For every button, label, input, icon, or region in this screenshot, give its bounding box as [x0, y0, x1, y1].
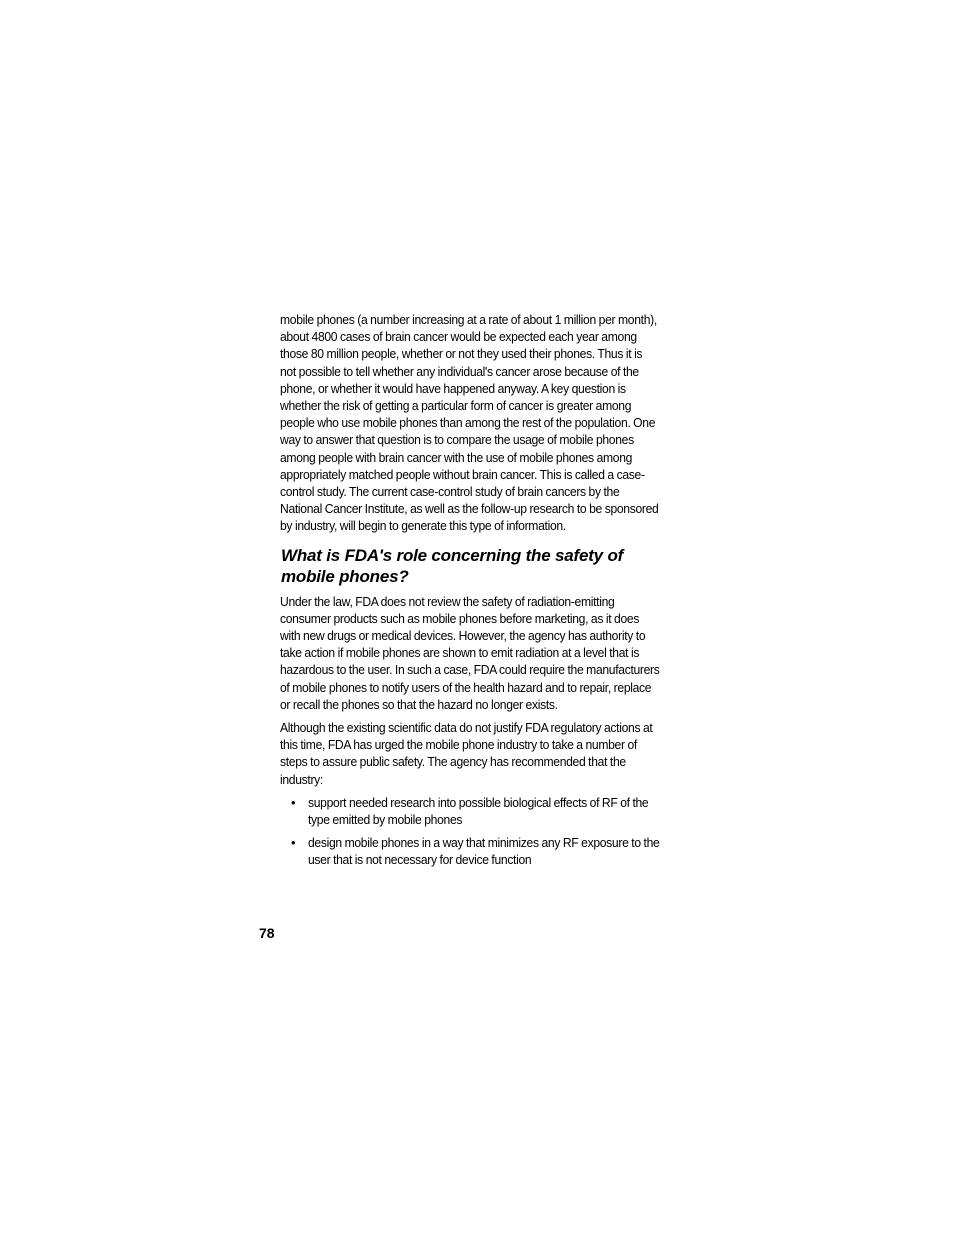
body-paragraph: mobile phones (a number increasing at a rate of about 1 million per month), about 4800 cases of brain cancer would be expected each year among those 80 million people, whether or not they used their phones. Thus it is not possible to tell whether any individual's cancer arose because of the phone, or whether it would have happened anyway. A key question is whether the risk of getting a particular form of cancer is greater among people who use mobile phones than among the rest of the population. One way to answer that question is to compare the usage of mobile phones among people with brain cancer with the use of mobile phones among appropriately matched people without brain cancer. This is called a case-control study. The current case-control study of brain cancers by the National Cancer Institute, as well as the follow-up research to be sponsored by industry, will begin to generate this type of information. [280, 312, 659, 534]
list-item [280, 834, 660, 868]
bullet-list [280, 794, 660, 869]
list-item-text: support needed research into possible biological effects of RF of the type emitted by mobile phones [308, 794, 649, 828]
page-content [280, 311, 660, 875]
bullet-icon: • [291, 835, 296, 851]
list-item-text: design mobile phones in a way that minimizes any RF exposure to the user that is not necessary for device function [308, 835, 660, 868]
list-item [280, 794, 660, 828]
page-number: 78 [259, 925, 275, 941]
bullet-icon: • [291, 794, 296, 810]
section-heading: What is FDA's role concerning the safety of mobile phones? [281, 545, 624, 586]
body-paragraph: Under the law, FDA does not review the safety of radiation-emitting consumer products such as mobile phones before marketing, as it does with new drugs or medical devices. However, the agency has authority to take action if mobile phones are shown to emit radiation at a level that is hazardous to the user. In such a case, FDA could require the manufacturers of mobile phones to notify users of the health hazard and to repair, replace or recall the phones so that the hazard no longer exists. [280, 593, 660, 712]
body-paragraph: Although the existing scientific data do not justify FDA regulatory actions at this time, FDA has urged the mobile phone industry to take a number of steps to assure public safety. The agency has recommended that the industry: [280, 720, 653, 787]
